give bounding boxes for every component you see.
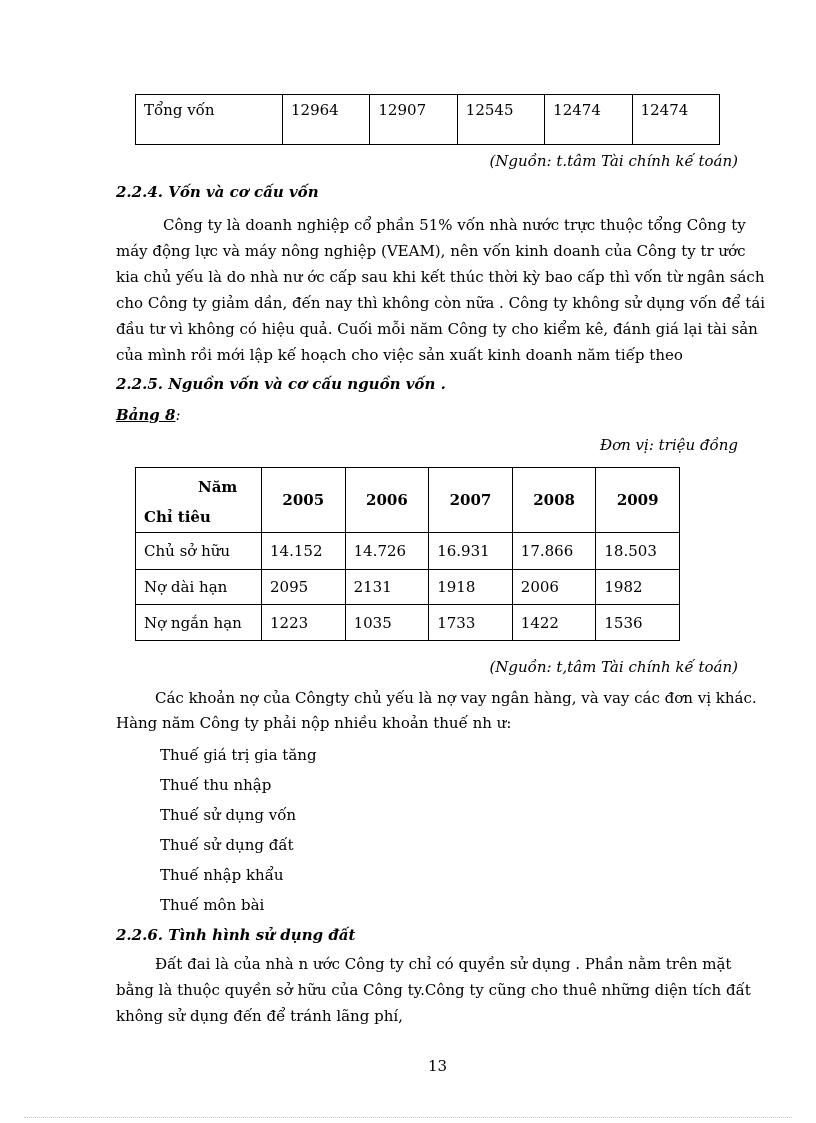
page-number: 13 xyxy=(428,1057,448,1075)
paragraph-capital xyxy=(116,212,766,368)
section-heading: 2.2.5. Nguồn vốn và cơ cấu nguồn vốn . xyxy=(116,375,446,393)
text-line: Đất đai là của nhà n ước Công ty chỉ có quyền sử dụng . Phần nằm trên mặt xyxy=(155,955,732,973)
table-cell: 1422 xyxy=(512,605,596,641)
list-item: Thuế giá trị gia tăng xyxy=(160,746,317,764)
year-header: 2007 xyxy=(429,468,513,533)
text-line: Các khoản nợ của Côngty chủ yếu là nợ vay ngân hàng, và vay các đơn vị khác. xyxy=(155,689,757,707)
list-item: Thuế môn bài xyxy=(160,896,265,914)
table-cell: 12545 xyxy=(457,95,544,145)
year-header: 2005 xyxy=(262,468,346,533)
text-line: không sử dụng đến để tránh lãng phí, xyxy=(116,1007,403,1025)
corner-indicator-label: Chỉ tiêu xyxy=(144,508,211,526)
table-cell: 1733 xyxy=(429,605,513,641)
page-bottom-divider xyxy=(24,1117,792,1118)
list-item: Thuế sử dụng vốn xyxy=(160,806,297,824)
table-cell: 12907 xyxy=(370,95,457,145)
table-cell: 16.931 xyxy=(429,533,513,570)
table-label-suffix: : xyxy=(175,406,181,424)
row-label: Nợ ngắn hạn xyxy=(136,605,262,641)
table-cell: 14.726 xyxy=(345,533,429,570)
unit-note: Đơn vị: triệu đồng xyxy=(599,436,738,454)
list-item: Thuế nhập khẩu xyxy=(160,866,284,884)
text-line: cho Công ty giảm dần, đến nay thì không còn nữa . Công ty không sử dụng vốn để tái xyxy=(116,294,766,312)
table-cell: 1035 xyxy=(345,605,429,641)
text-line: máy động lực và máy nông nghiệp (VEAM), nên vốn kinh doanh của Công ty tr ước xyxy=(116,242,746,260)
table-cell: 12474 xyxy=(632,95,719,145)
funding-table xyxy=(135,467,680,641)
row-label: Chủ sở hữu xyxy=(136,533,262,570)
text-line: Công ty là doanh nghiệp cổ phần 51% vốn nhà nước trực thuộc tổng Công ty xyxy=(163,216,746,234)
table-cell: 1918 xyxy=(429,570,513,605)
table-row xyxy=(136,605,680,641)
table-cell: 2006 xyxy=(512,570,596,605)
table-header-row xyxy=(136,468,680,533)
corner-year-label: Năm xyxy=(198,478,238,496)
table-row xyxy=(136,95,720,145)
text-line: bằng là thuộc quyền sở hữu của Công ty.Công ty cũng cho thuê những diện tích đất xyxy=(116,981,751,999)
year-header: 2008 xyxy=(512,468,596,533)
table-cell: 14.152 xyxy=(262,533,346,570)
list-item: Thuế sử dụng đất xyxy=(160,836,294,854)
text-line: Hàng năm Công ty phải nộp nhiều khoản thuế nh ư: xyxy=(116,714,512,732)
source-note: (Nguồn: t.tâm Tài chính kế toán) xyxy=(489,152,738,170)
table-row xyxy=(136,533,680,570)
text-line: kia chủ yếu là do nhà nư ớc cấp sau khi kết thúc thời kỳ bao cấp thì vốn từ ngân sách xyxy=(116,268,765,286)
year-header: 2009 xyxy=(596,468,680,533)
capital-total-table xyxy=(135,94,720,145)
list-item: Thuế thu nhập xyxy=(160,776,272,794)
table-cell: 2095 xyxy=(262,570,346,605)
year-header: 2006 xyxy=(345,468,429,533)
table-cell: 12474 xyxy=(545,95,632,145)
text-line: của mình rồi mới lập kế hoạch cho việc sản xuất kinh doanh năm tiếp theo xyxy=(116,346,683,364)
table-label: Bảng 8 xyxy=(116,406,176,424)
source-note: (Nguồn: t,tâm Tài chính kế toán) xyxy=(489,658,738,676)
section-heading: 2.2.4. Vốn và cơ cấu vốn xyxy=(116,183,319,201)
table-cell: 12964 xyxy=(283,95,370,145)
tax-list xyxy=(160,744,317,924)
row-label: Tổng vốn xyxy=(136,95,283,145)
table-row xyxy=(136,570,680,605)
table-cell: 1982 xyxy=(596,570,680,605)
table-cell: 2131 xyxy=(345,570,429,605)
section-heading: 2.2.6. Tình hình sử dụng đất xyxy=(116,926,356,944)
table-cell: 18.503 xyxy=(596,533,680,570)
table-cell: 1223 xyxy=(262,605,346,641)
table-caption xyxy=(116,405,181,425)
row-label: Nợ dài hạn xyxy=(136,570,262,605)
corner-header xyxy=(136,468,262,533)
table-cell: 17.866 xyxy=(512,533,596,570)
text-line: đầu tư vì không có hiệu quả. Cuối mỗi năm Công ty cho kiểm kê, đánh giá lại tài sản xyxy=(116,320,758,338)
table-cell: 1536 xyxy=(596,605,680,641)
